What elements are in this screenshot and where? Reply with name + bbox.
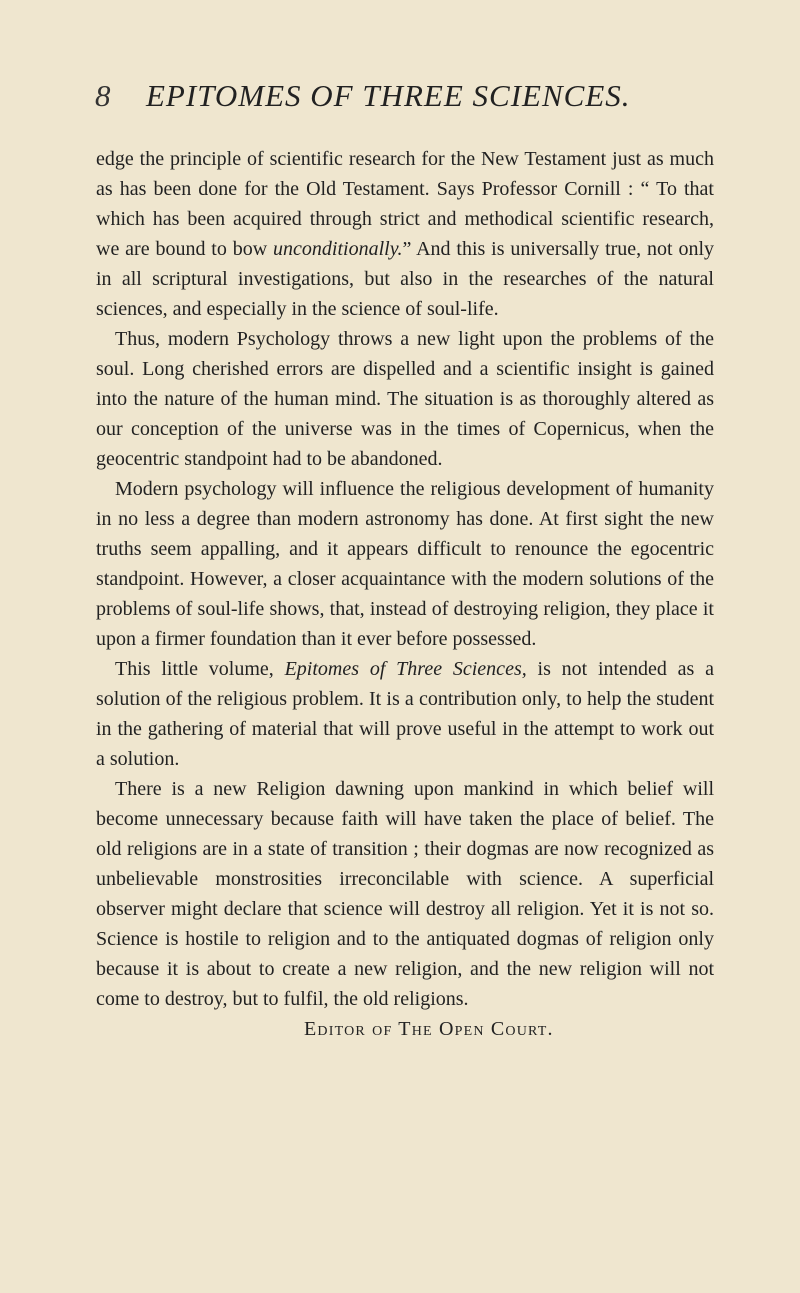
page-number: 8: [95, 78, 111, 113]
paragraph: edge the principle of scientific research for the New Testament just as much as has been done for the Old Testament. Says Professor Cornill : “ To that which has been acquired through strict and methodical scientific research, we are bound to bow unconditionally.” And this is universally true, not only in all scriptural investigations, but also in the researches of the natural sciences, and especially in the science of soul-life.: [96, 148, 715, 320]
paragraph: This little volume, Epitomes of Three Sciences, is not intended as a solution of the religious problem. It is a contribution only, to help the student in the gathering of material that will prove useful in the attempt to work out a solution.: [96, 658, 714, 770]
page-header: [0, 78, 800, 118]
body-text: [96, 144, 714, 1044]
running-title: EPITOMES OF THREE SCIENCES.: [146, 78, 631, 113]
signature: Editor of The Open Court.: [304, 1018, 554, 1040]
paragraph: Modern psychology will influence the religious development of humanity in no less a degree than modern astronomy has done. At first sight the new truths seem appalling, and it appears difficult to renounce the egocentric standpoint. However, a closer acquaintance with the modern solutions of the problems of soul-life shows, that, instead of destroying religion, they place it upon a firmer foundation than it ever before possessed.: [96, 478, 714, 650]
paragraph: There is a new Religion dawning upon mankind in which belief will become unnecessary because faith will have taken the place of belief. The old religions are in a state of transition ; their dogmas are now recognized as unbelievable monstrosities irreconcilable with science. A superficial observer might declare that science will destroy all religion. Yet it is not so. Science is hostile to religion and to the antiquated dogmas of religion only because it is about to create a new religion, and the new religion will not come to destroy, but to fulfil, the old religions.: [96, 778, 714, 1010]
paragraph: Thus, modern Psychology throws a new light upon the problems of the soul. Long cherished errors are dispelled and a scientific insight is gained into the nature of the human mind. The situation is as thoroughly altered as our conception of the universe was in the times of Copernicus, when the geocentric standpoint had to be abandoned.: [96, 328, 714, 470]
